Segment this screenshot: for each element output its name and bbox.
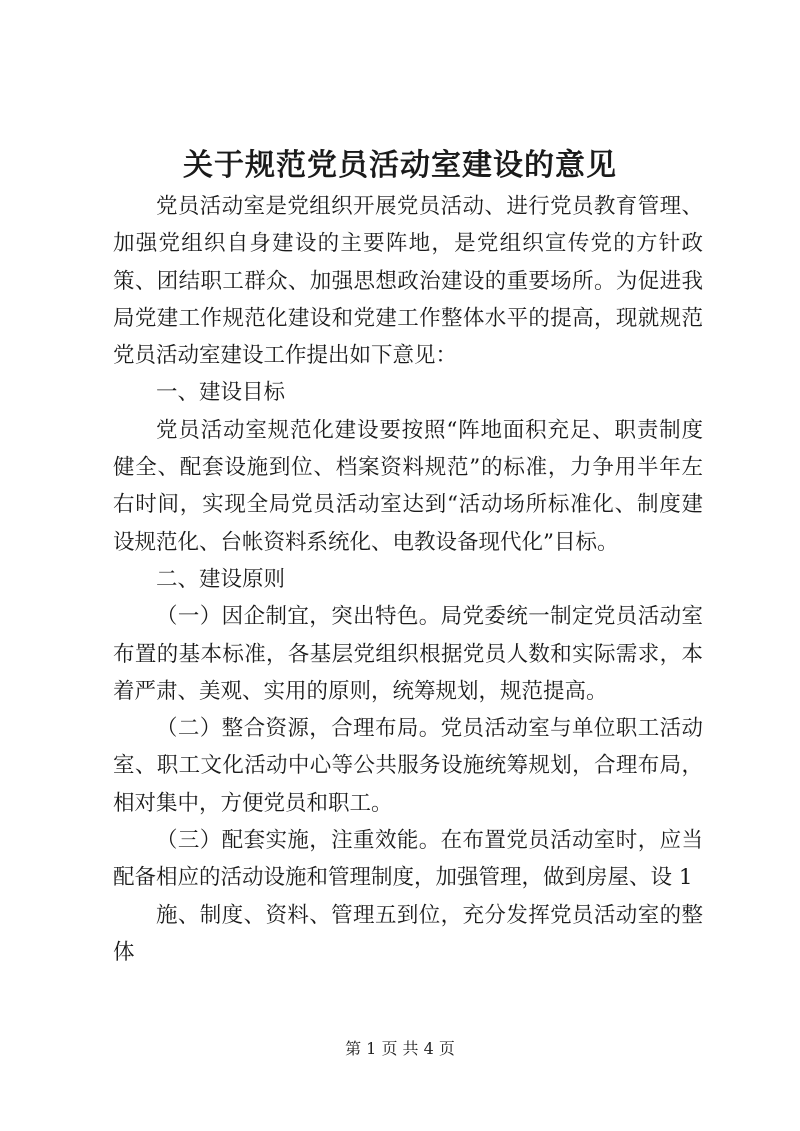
- intro-paragraph: 党员活动室是党组织开展党员活动、进行党员教育管理、加强党组织自身建设的主要阵地，是党组织宣传党的方针政策、团结职工群众、加强思想政治建设的重要场所。为促进我局党建工作规范化建设和党建工作整体水平的提高，现就规范党员活动室建设工作提出如下意见：: [113, 194, 703, 369]
- principle-item-1: （一）因企制宜，突出特色。局党委统一制定党员活动室布置的基本标准，各基层党组织根据党员人数和实际需求，本着严肃、美观、实用的原则，统筹规划，规范提高。: [113, 604, 703, 704]
- principle-item-2: （二）整合资源，合理布局。党员活动室与单位职工活动室、职工文化活动中心等公共服务设施统筹规划，合理布局，相对集中，方便党员和职工。: [113, 716, 703, 816]
- document-body: [113, 188, 703, 971]
- document-title: 关于规范党员活动室建设的意见: [183, 148, 617, 183]
- page-footer: 第 1 页 共 4 页: [345, 1039, 455, 1058]
- section-heading-goals: 一、建设目标: [156, 380, 286, 406]
- goals-paragraph: 党员活动室规范化建设要按照“阵地面积充足、职责制度健全、配套设施到位、档案资料规范”的标准，力争用半年左右时间，实现全局党员活动室达到“活动场所标准化、制度建设规范化、台帐资料系统化、电教设备现代化”目标。: [113, 417, 703, 555]
- principle-item-3: （三）配套实施，注重效能。在布置党员活动室时，应当配备相应的活动设施和管理制度，加强管理，做到房屋、设 1: [113, 828, 703, 891]
- principle-item-3-continued: 施、制度、资料、管理五到位，充分发挥党员活动室的整体: [113, 902, 703, 965]
- section-heading-principles: 二、建设原则: [156, 566, 286, 592]
